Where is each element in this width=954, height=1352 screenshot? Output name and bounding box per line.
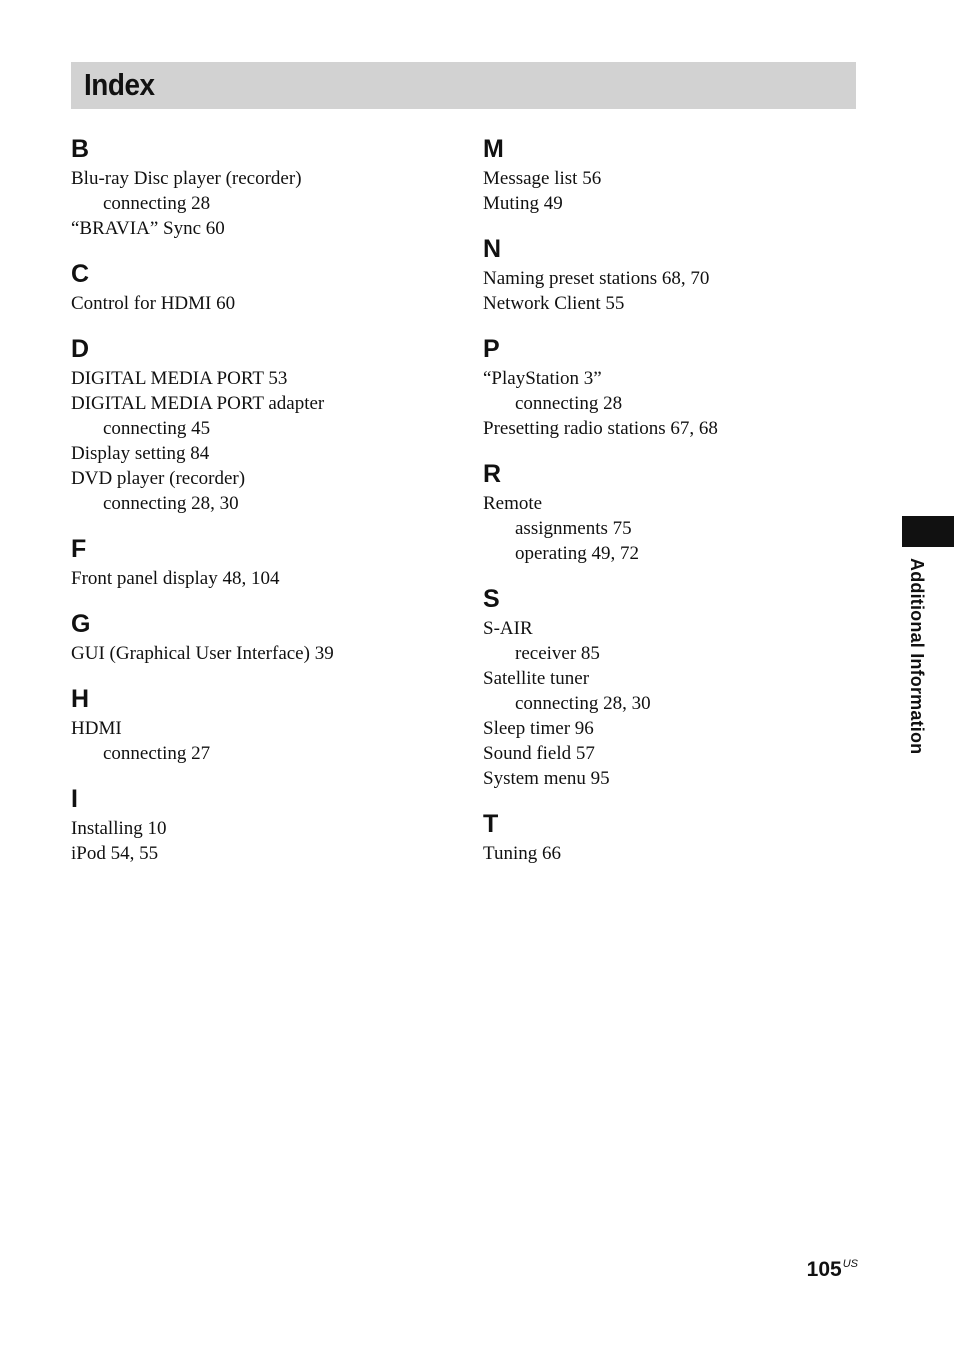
index-section-n xyxy=(483,233,863,316)
index-subentry: connecting 28 xyxy=(515,393,623,414)
page-number-suffix: US xyxy=(842,1258,858,1270)
index-section-h xyxy=(71,683,451,766)
index-entry: Satellite tuner xyxy=(483,668,590,689)
index-subentry: connecting 28, 30 xyxy=(515,693,651,714)
index-entry: Installing 10 xyxy=(71,818,167,839)
index-subentry: connecting 27 xyxy=(103,743,211,764)
index-entry: Network Client 55 xyxy=(483,293,625,314)
index-entry: System menu 95 xyxy=(483,768,610,789)
index-entry: GUI (Graphical User Interface) 39 xyxy=(71,643,334,664)
index-section-f xyxy=(71,533,451,591)
index-entry: S-AIR xyxy=(483,618,533,639)
index-entry: iPod 54, 55 xyxy=(71,843,159,864)
section-tab-label: Additional Information xyxy=(907,558,927,755)
index-letter-heading: R xyxy=(483,460,502,488)
index-letter-heading: S xyxy=(483,585,500,613)
index-entry: Display setting 84 xyxy=(71,443,210,464)
section-tab-marker xyxy=(902,516,954,547)
index-entry: Sleep timer 96 xyxy=(483,718,594,739)
index-section-c xyxy=(71,258,451,316)
index-section-d xyxy=(71,333,451,516)
index-letter-heading: C xyxy=(71,260,90,288)
index-subentry: operating 49, 72 xyxy=(515,543,640,564)
index-section-i xyxy=(71,783,451,866)
index-section-t xyxy=(483,808,863,866)
index-letter-heading: F xyxy=(71,535,87,563)
index-entry: Muting 49 xyxy=(483,193,563,214)
index-subentry: assignments 75 xyxy=(515,518,632,539)
index-entry: Tuning 66 xyxy=(483,843,561,864)
index-section-g xyxy=(71,608,451,666)
index-header-bar xyxy=(71,62,856,109)
index-subentry: receiver 85 xyxy=(515,643,600,664)
index-column-right xyxy=(483,133,863,883)
index-entry: HDMI xyxy=(71,718,122,739)
index-entry: Sound field 57 xyxy=(483,743,595,764)
index-subentry: connecting 28, 30 xyxy=(103,493,239,514)
page-number-value: 105 xyxy=(806,1258,842,1281)
index-letter-heading: N xyxy=(483,235,502,263)
index-section-p xyxy=(483,333,863,441)
page-title: Index xyxy=(84,67,155,102)
index-entry: Naming preset stations 68, 70 xyxy=(483,268,710,289)
index-section-b xyxy=(71,133,451,241)
index-letter-heading: I xyxy=(71,785,78,813)
index-letter-heading: M xyxy=(483,135,504,163)
index-entry: Control for HDMI 60 xyxy=(71,293,236,314)
index-subentry: connecting 28 xyxy=(103,193,211,214)
index-entry: “PlayStation 3” xyxy=(483,368,602,389)
index-section-r xyxy=(483,458,863,566)
index-subentry: connecting 45 xyxy=(103,418,211,439)
index-letter-heading: T xyxy=(483,810,499,838)
index-section-s xyxy=(483,583,863,791)
page-number xyxy=(807,1258,858,1282)
index-entry: DIGITAL MEDIA PORT 53 xyxy=(71,368,288,389)
index-section-m xyxy=(483,133,863,216)
index-entry: Presetting radio stations 67, 68 xyxy=(483,418,718,439)
index-letter-heading: D xyxy=(71,335,90,363)
index-entry: Remote xyxy=(483,493,543,514)
index-entry: DIGITAL MEDIA PORT adapter xyxy=(71,393,325,414)
index-letter-heading: B xyxy=(71,135,90,163)
index-entry: Message list 56 xyxy=(483,168,602,189)
index-entry: “BRAVIA” Sync 60 xyxy=(71,218,225,239)
index-entry: Blu-ray Disc player (recorder) xyxy=(71,168,302,189)
index-letter-heading: G xyxy=(71,610,91,638)
index-letter-heading: P xyxy=(483,335,500,363)
index-column-left xyxy=(71,133,451,883)
index-entry: DVD player (recorder) xyxy=(71,468,246,489)
index-letter-heading: H xyxy=(71,685,90,713)
index-entry: Front panel display 48, 104 xyxy=(71,568,280,589)
